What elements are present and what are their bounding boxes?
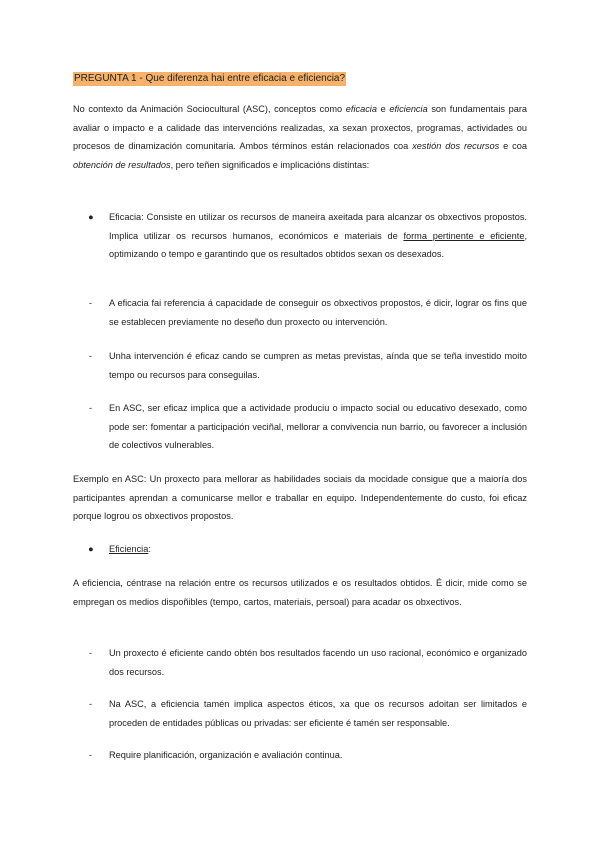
dash-marker: - — [89, 403, 93, 413]
dash-marker: - — [89, 351, 93, 361]
underlined-phrase: forma pertinente e eficiente — [403, 230, 525, 241]
bullet-dot-icon: ● — [88, 544, 94, 554]
bullet-dot-icon: ● — [88, 212, 94, 222]
eficiencia-bullet-text — [109, 540, 151, 559]
exemplo-paragraph: Exemplo en ASC: Un proxecto para mellorar as habilidades sociais da mocidade consigue que a maioría dos participantes aprendan a comunicarse mellor e traballar en equipo. Independentemente do custo, foi eficaz porque logrou os obxectivos propostos. — [73, 474, 527, 521]
eficacia-point-3: En ASC, ser eficaz implica que a actividade produciu o impacto social ou educativo desexado, como pode ser: fomentar a participación veciñal, mellorar a convivencia nun barrio, ou favorecer a inclusión de colectivos vulnerables. — [109, 403, 527, 450]
intro-text: , pero teñen significados e implicacións distintas: — [170, 159, 370, 170]
colon: : — [148, 544, 151, 554]
eficacia-definition: Eficacia: Consiste en utilizar os recursos de maneira axeitada para alcanzar os obxectivos propostos. Implica utilizar os recursos humanos, económicos e materiais de — [109, 212, 527, 241]
intro-text: No contexto da Animación Sociocultural (ASC), conceptos como — [73, 104, 346, 114]
eficiencia-point-2: Na ASC, a eficiencia tamén implica aspectos éticos, xa que os recursos adoitan ser limitados e proceden de entidades públicas ou privadas: ser eficiente é tamén ser responsable. — [109, 699, 527, 728]
term-xestion: xestión dos recursos — [412, 141, 500, 151]
dash-marker: - — [89, 298, 93, 308]
term-eficacia: eficacia — [345, 104, 377, 114]
eficacia-point-2: Unha intervención é eficaz cando se cumpren as metas previstas, aínda que se teña investido moito tempo ou recursos para conseguilas. — [109, 351, 527, 380]
question-heading: PREGUNTA 1 - Que diferenza hai entre eficacia e eficiencia? — [74, 73, 346, 84]
term-eficiencia: eficiencia — [389, 104, 428, 114]
eficiencia-definition: A eficiencia, céntrase na relación entre os recursos utilizados e os resultados obtidos. É dicir, mide como se empregan os medios dispoñibles (tempo, cartos, materiais, persoal) para acadar os obxectivos. — [73, 578, 527, 607]
eficiencia-point-3: Require planificación, organización e avaliación continua. — [109, 750, 343, 760]
dash-marker: - — [89, 699, 93, 709]
dash-marker: - — [89, 750, 93, 760]
eficiencia-point-1: Un proxecto é eficiente cando obtén bos resultados facendo un uso racional, económico e organizado dos recursos. — [109, 648, 527, 677]
term-obtencion: obtención de resultados — [73, 159, 171, 170]
intro-paragraph — [73, 100, 527, 174]
intro-text: e coa — [499, 141, 527, 151]
dash-marker: - — [89, 648, 93, 658]
eficacia-point-1: A eficacia fai referencia á capacidade de conseguir os obxectivos propostos, é dicir, lograr os fins que se establecen previamente no deseño dun proxecto ou intervención. — [109, 298, 527, 327]
intro-text: e — [376, 104, 390, 114]
eficiencia-label: Eficiencia — [109, 544, 149, 554]
eficacia-bullet-text — [109, 208, 527, 264]
eficacia-definition-end: , optimizando o tempo e garantindo que os resultados obtidos sexan os desexados. — [109, 230, 527, 259]
intro-text: son fundamentais para avaliar o impacto e a calidade das intervencións realizadas, xa sexan proxectos, programas, actividades ou procesos de dinamización comunitaria. Ambos términos están relacionados coa — [73, 104, 527, 151]
